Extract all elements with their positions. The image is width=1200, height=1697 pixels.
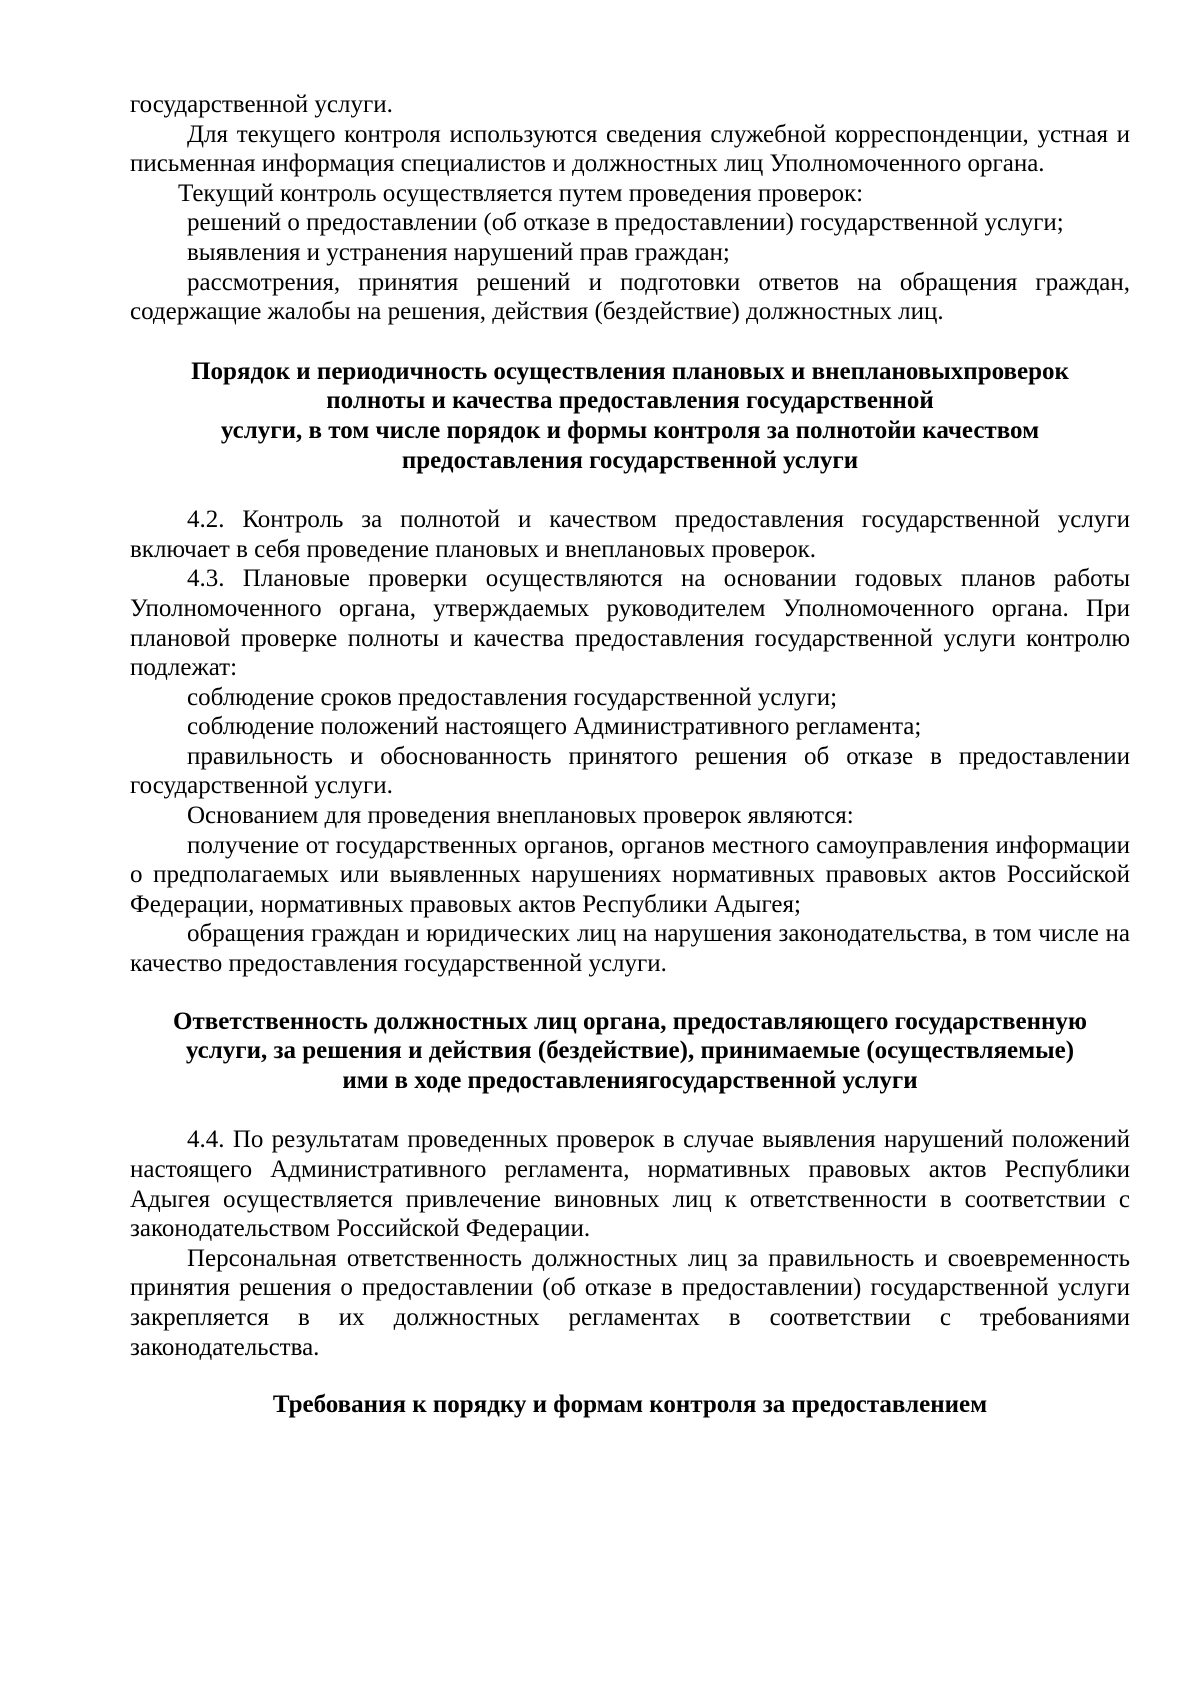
heading-line: Порядок и периодичность осуществления плановых и внеплановыхпроверок: [191, 357, 1069, 385]
paragraph: решений о предоставлении (об отказе в предоставлении) государственной услуги;: [187, 209, 1064, 237]
heading-line: услуги, в том числе порядок и формы контроля за полнотойи качеством: [220, 416, 1040, 444]
paragraph: получение от государственных органов, органов местного самоуправления информации о предполагаемых или выявленных нарушениях нормативных правовых актов Российской Федерации, нормативных правовых актов Республики Адыгея;: [130, 831, 1130, 918]
heading-line: ими в ходе предоставлениягосударственной услуги: [342, 1066, 918, 1094]
paragraph: Персональная ответственность должностных лиц за правильность и своевременность принятия решения о предоставлении (об отказе в предоставлении) государственной услуги закрепляется в их должностных регламентах в соответствии с требованиями законодательства.: [130, 1244, 1130, 1361]
paragraph: 4.4. По результатам проведенных проверок в случае выявления нарушений положений настоящего Административного регламента, нормативных правовых актов Республики Адыгея осуществляется привлечение виновных лиц к ответственности в соответствии с законодательством Российской Федерации.: [130, 1126, 1130, 1243]
paragraph: 4.3. Плановые проверки осуществляются на основании годовых планов работы Уполномоченного органа, утверждаемых руководителем Уполномоченного органа. При плановой проверке полноты и качества предоставления государственной услуги контролю подлежат:: [130, 565, 1130, 682]
paragraph: Текущий контроль осуществляется путем проведения проверок:: [178, 179, 864, 207]
paragraph: правильность и обоснованность принятого решения об отказе в предоставлении государственной услуги.: [130, 742, 1130, 800]
section-heading: [130, 1007, 1130, 1096]
paragraph: выявления и устранения нарушений прав граждан;: [187, 238, 730, 266]
heading-line: полноты и качества предоставления государственной: [326, 387, 934, 415]
heading-line: Ответственность должностных лиц органа, предоставляющего государственную: [173, 1007, 1087, 1035]
paragraph: соблюдение положений настоящего Административного регламента;: [187, 713, 922, 741]
paragraph: Основанием для проведения внеплановых проверок являются:: [187, 802, 854, 830]
document-body: [130, 90, 1130, 1420]
paragraph: соблюдение сроков предоставления государственной услуги;: [187, 683, 838, 711]
heading-line: услуги, за решения и действия (бездействие), принимаемые (осуществляемые): [185, 1037, 1075, 1065]
paragraph: 4.2. Контроль за полнотой и качеством предоставления государственной услуги включает в себя проведение плановых и внеплановых проверок.: [130, 506, 1130, 563]
paragraph: Для текущего контроля используются сведения служебной корреспонденции, устная и письменная информация специалистов и должностных лиц Уполномоченного органа.: [130, 120, 1130, 178]
paragraph: рассмотрения, принятия решений и подготовки ответов на обращения граждан, содержащие жалобы на решения, действия (бездействие) должностных лиц.: [130, 268, 1130, 326]
heading-line: предоставления государственной услуги: [401, 446, 859, 474]
paragraph: государственной услуги.: [130, 91, 393, 118]
section-heading: [130, 1390, 1130, 1420]
paragraph: обращения граждан и юридических лиц на нарушения законодательства, в том числе на качество предоставления государственной услуги.: [130, 920, 1130, 978]
heading-line: Требования к порядку и формам контроля за предоставлением: [272, 1391, 988, 1419]
section-heading: [130, 357, 1130, 475]
